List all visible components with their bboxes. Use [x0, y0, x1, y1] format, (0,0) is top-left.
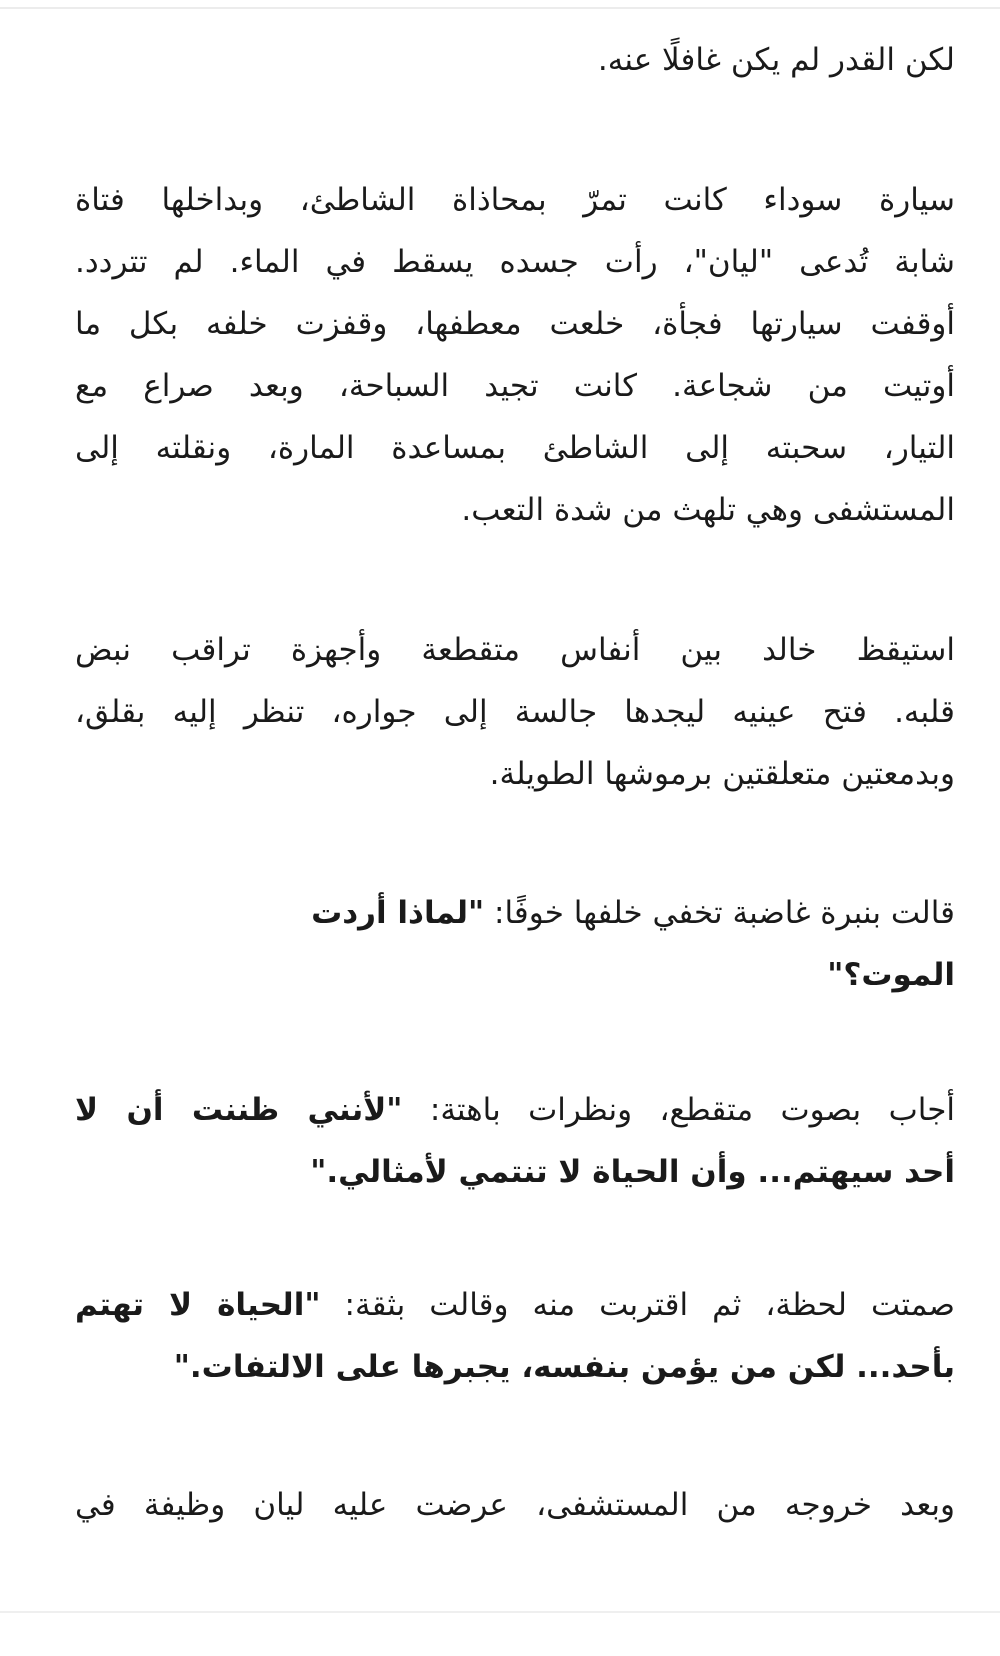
bold-dialogue-text: "لماذا أردت — [311, 895, 485, 931]
narrative-text: وبعد خروجه من المستشفى، عرضت عليه ليان وظيفة في — [75, 1487, 955, 1523]
bold-dialogue-text: "الحياة لا تهتم — [75, 1287, 321, 1323]
narrative-text: استيقظ خالد بين أنفاس متقطعة وأجهزة تراقب نبض — [75, 632, 955, 668]
paragraph — [75, 1474, 955, 1536]
text-line — [75, 355, 955, 417]
paragraph — [75, 619, 955, 805]
text-line — [75, 944, 955, 1006]
text-line — [75, 169, 955, 231]
narrative-text: أوقفت سيارتها فجأة، خلعت معطفها، وقفزت خلفه بكل ما — [75, 306, 955, 342]
paragraph — [75, 1274, 955, 1398]
narrative-text: شابة تُدعى "ليان"، رأت جسده يسقط في الماء. لم تتردد. — [75, 244, 955, 280]
narrative-text: التيار، سحبته إلى الشاطئ بمساعدة المارة، ونقلته إلى — [75, 430, 955, 466]
narrative-text: قلبه. فتح عينيه ليجدها جالسة إلى جواره، تنظر إليه بقلق، — [75, 694, 955, 730]
bold-dialogue-text: بأحد... لكن من يؤمن بنفسه، يجبرها على الالتفات." — [173, 1349, 955, 1385]
narrative-text: أوتيت من شجاعة. كانت تجيد السباحة، وبعد صراع مع — [75, 368, 955, 404]
text-line — [75, 681, 955, 743]
narrative-text: وبدمعتين متعلقتين برموشها الطويلة. — [489, 756, 955, 792]
narrative-text: أجاب بصوت متقطع، ونظرات باهتة: — [402, 1092, 955, 1128]
text-line — [75, 743, 955, 805]
text-line — [75, 417, 955, 479]
narrative-text: لكن القدر لم يكن غافلًا عنه. — [597, 42, 955, 78]
paragraph — [75, 882, 955, 1006]
text-line — [75, 1274, 955, 1336]
bold-dialogue-text: الموت؟" — [827, 957, 955, 993]
narrative-text: سيارة سوداء كانت تمرّ بمحاذاة الشاطئ، وبداخلها فتاة — [75, 182, 955, 218]
text-line — [75, 1474, 955, 1536]
text-line — [75, 882, 955, 944]
text-line — [75, 293, 955, 355]
bold-dialogue-text: أحد سيهتم... وأن الحياة لا تنتمي لأمثالي." — [310, 1154, 955, 1190]
text-line — [75, 1336, 955, 1398]
text-line — [75, 1141, 955, 1203]
text-line — [75, 29, 955, 91]
paragraph — [75, 169, 955, 541]
narrative-text: صمتت لحظة، ثم اقتربت منه وقالت بثقة: — [320, 1287, 955, 1323]
bold-dialogue-text: "لأنني ظننت أن لا — [75, 1092, 403, 1128]
text-line — [75, 479, 955, 541]
top-divider — [0, 7, 1000, 9]
text-line — [75, 619, 955, 681]
text-line — [75, 231, 955, 293]
text-line — [75, 1079, 955, 1141]
narrative-text: قالت بنبرة غاضبة تخفي خلفها خوفًا: — [484, 895, 955, 931]
paragraph — [75, 1079, 955, 1203]
narrative-text: المستشفى وهي تلهث من شدة التعب. — [461, 492, 955, 528]
bottom-divider — [0, 1611, 1000, 1613]
paragraph — [75, 29, 955, 91]
